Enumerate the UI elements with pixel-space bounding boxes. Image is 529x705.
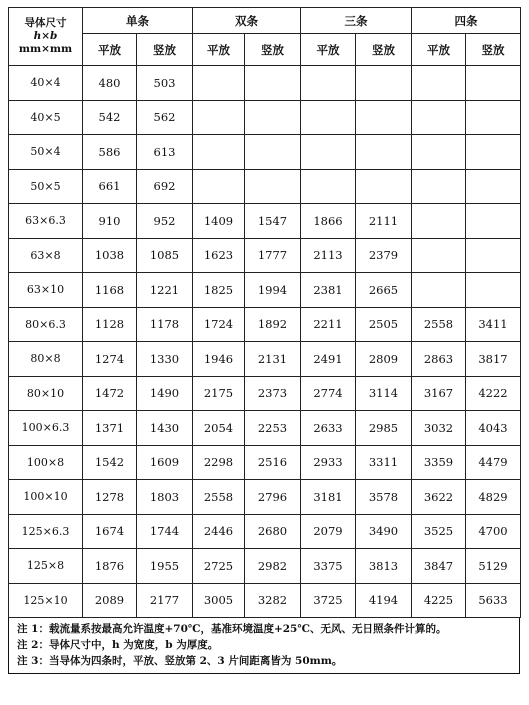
table-cell: 692 <box>137 169 193 204</box>
table-cell: 1744 <box>137 514 193 549</box>
group-header-single: 单条 <box>83 8 193 34</box>
table-cell <box>356 169 412 204</box>
table-cell: 4043 <box>466 411 521 446</box>
table-cell: 2505 <box>356 307 412 342</box>
table-cell <box>356 66 412 101</box>
row-size-label: 100×6.3 <box>9 411 83 446</box>
table-cell <box>301 135 356 170</box>
table-cell <box>301 100 356 135</box>
table-cell: 952 <box>137 204 193 239</box>
table-row <box>9 445 521 480</box>
table-cell: 3847 <box>412 549 466 584</box>
table-cell: 4194 <box>356 583 412 618</box>
table-cell: 1623 <box>193 238 245 273</box>
table-cell: 1472 <box>83 376 137 411</box>
corner-line: mm×mm <box>18 43 73 55</box>
table-cell: 1168 <box>83 273 137 308</box>
table-cell <box>301 169 356 204</box>
table-cell: 1674 <box>83 514 137 549</box>
table-cell: 1946 <box>193 342 245 377</box>
table-cell: 503 <box>137 66 193 101</box>
table-cell <box>412 169 466 204</box>
table-cell: 4225 <box>412 583 466 618</box>
table-cell: 2982 <box>245 549 301 584</box>
table-cell: 2933 <box>301 445 356 480</box>
table-cell: 4479 <box>466 445 521 480</box>
table-cell: 1274 <box>83 342 137 377</box>
table-cell: 2680 <box>245 514 301 549</box>
table-cell: 3311 <box>356 445 412 480</box>
table-cell: 2516 <box>245 445 301 480</box>
table-cell: 542 <box>83 100 137 135</box>
table-cell: 3005 <box>193 583 245 618</box>
table-cell: 3817 <box>466 342 521 377</box>
row-size-label: 80×6.3 <box>9 307 83 342</box>
table-cell: 3375 <box>301 549 356 584</box>
row-size-label: 125×10 <box>9 583 83 618</box>
table-cell: 1876 <box>83 549 137 584</box>
table-cell: 1371 <box>83 411 137 446</box>
column-header-size <box>9 8 83 66</box>
table-cell <box>193 100 245 135</box>
table-cell: 1430 <box>137 411 193 446</box>
table-cell <box>412 135 466 170</box>
table-cell: 5129 <box>466 549 521 584</box>
table-cell: 2863 <box>412 342 466 377</box>
group-header-triple: 三条 <box>301 8 412 34</box>
table-cell <box>412 204 466 239</box>
table-cell: 2633 <box>301 411 356 446</box>
table-row <box>9 376 521 411</box>
table-cell: 2446 <box>193 514 245 549</box>
row-size-label: 80×10 <box>9 376 83 411</box>
table-row <box>9 307 521 342</box>
table-cell <box>245 100 301 135</box>
table-row <box>9 135 521 170</box>
table-cell: 1038 <box>83 238 137 273</box>
table-cell: 4222 <box>466 376 521 411</box>
table-cell <box>412 238 466 273</box>
table-cell: 2054 <box>193 411 245 446</box>
subheader-flat: 平放 <box>301 34 356 66</box>
subheader-flat: 平放 <box>412 34 466 66</box>
row-size-label: 63×10 <box>9 273 83 308</box>
table-row <box>9 204 521 239</box>
table-cell: 1609 <box>137 445 193 480</box>
table-cell: 1178 <box>137 307 193 342</box>
table-cell: 2079 <box>301 514 356 549</box>
table-cell: 2558 <box>412 307 466 342</box>
table-cell: 2491 <box>301 342 356 377</box>
subheader-vertical: 竖放 <box>466 34 521 66</box>
table-cell: 1542 <box>83 445 137 480</box>
table-cell <box>193 169 245 204</box>
table-cell <box>193 135 245 170</box>
table-cell: 1866 <box>301 204 356 239</box>
table-cell <box>466 100 521 135</box>
table-cell <box>412 66 466 101</box>
subheader-row <box>9 34 521 66</box>
row-size-label: 100×8 <box>9 445 83 480</box>
table-cell: 3359 <box>412 445 466 480</box>
table-cell: 1221 <box>137 273 193 308</box>
table-cell: 3411 <box>466 307 521 342</box>
table-cell: 2111 <box>356 204 412 239</box>
table-row <box>9 238 521 273</box>
table-cell: 1490 <box>137 376 193 411</box>
table-cell: 2253 <box>245 411 301 446</box>
table-cell: 2809 <box>356 342 412 377</box>
table-row <box>9 411 521 446</box>
table-cell: 3813 <box>356 549 412 584</box>
table-cell: 1278 <box>83 480 137 515</box>
table-cell: 3181 <box>301 480 356 515</box>
subheader-flat: 平放 <box>193 34 245 66</box>
row-size-label: 50×4 <box>9 135 83 170</box>
table-cell: 2796 <box>245 480 301 515</box>
table-cell: 2379 <box>356 238 412 273</box>
table-cell: 1409 <box>193 204 245 239</box>
table-cell <box>301 66 356 101</box>
row-size-label: 63×6.3 <box>9 204 83 239</box>
table-cell: 2558 <box>193 480 245 515</box>
table-cell <box>245 169 301 204</box>
table-cell: 4700 <box>466 514 521 549</box>
ampacity-document <box>8 7 520 674</box>
table-cell: 2381 <box>301 273 356 308</box>
table-cell <box>466 273 521 308</box>
table-cell <box>466 169 521 204</box>
table-cell <box>466 135 521 170</box>
table-cell: 910 <box>83 204 137 239</box>
table-cell: 1803 <box>137 480 193 515</box>
corner-line: h×b <box>33 30 58 42</box>
table-cell <box>466 66 521 101</box>
table-cell: 2665 <box>356 273 412 308</box>
table-cell: 613 <box>137 135 193 170</box>
table-row <box>9 100 521 135</box>
table-cell <box>193 66 245 101</box>
table-cell: 562 <box>137 100 193 135</box>
table-cell <box>412 273 466 308</box>
table-cell: 1128 <box>83 307 137 342</box>
table-cell: 2131 <box>245 342 301 377</box>
table-cell: 1085 <box>137 238 193 273</box>
table-cell: 4829 <box>466 480 521 515</box>
table-cell: 2298 <box>193 445 245 480</box>
table-cell: 5633 <box>466 583 521 618</box>
table-cell: 2089 <box>83 583 137 618</box>
group-header-double: 双条 <box>193 8 301 34</box>
table-row <box>9 66 521 101</box>
table-row <box>9 273 521 308</box>
table-cell: 3525 <box>412 514 466 549</box>
row-size-label: 50×5 <box>9 169 83 204</box>
table-cell: 3622 <box>412 480 466 515</box>
table-cell: 3032 <box>412 411 466 446</box>
table-row <box>9 583 521 618</box>
subheader-flat: 平放 <box>83 34 137 66</box>
table-cell: 586 <box>83 135 137 170</box>
table-notes <box>8 618 520 674</box>
table-cell <box>245 66 301 101</box>
subheader-vertical: 竖放 <box>245 34 301 66</box>
row-size-label: 125×8 <box>9 549 83 584</box>
table-cell <box>356 100 412 135</box>
row-size-label: 125×6.3 <box>9 514 83 549</box>
ampacity-table <box>8 7 521 618</box>
table-cell: 3167 <box>412 376 466 411</box>
corner-line: 导体尺寸 <box>24 17 67 29</box>
note-line: 注 3：当导体为四条时，平放、竖放第 2、3 片间距离皆为 50mm。 <box>17 655 343 667</box>
table-cell: 1892 <box>245 307 301 342</box>
row-size-label: 80×8 <box>9 342 83 377</box>
table-cell: 2774 <box>301 376 356 411</box>
table-cell: 1994 <box>245 273 301 308</box>
row-size-label: 100×10 <box>9 480 83 515</box>
table-cell: 2177 <box>137 583 193 618</box>
group-header-quad: 四条 <box>412 8 521 34</box>
note-line: 注 1：载流量系按最高允许温度+70℃，基准环境温度+25℃、无风、无日照条件计算的。 <box>17 623 447 635</box>
table-cell: 3578 <box>356 480 412 515</box>
table-cell: 1955 <box>137 549 193 584</box>
table-row <box>9 169 521 204</box>
table-cell: 3282 <box>245 583 301 618</box>
table-cell: 3725 <box>301 583 356 618</box>
table-cell: 1724 <box>193 307 245 342</box>
note-line: 注 2：导体尺寸中，h 为宽度，b 为厚度。 <box>17 639 219 651</box>
table-cell: 1547 <box>245 204 301 239</box>
row-size-label: 40×5 <box>9 100 83 135</box>
table-body <box>9 66 521 618</box>
table-cell: 2175 <box>193 376 245 411</box>
table-cell <box>412 100 466 135</box>
table-cell: 2725 <box>193 549 245 584</box>
table-cell: 2211 <box>301 307 356 342</box>
table-cell <box>466 238 521 273</box>
table-cell <box>245 135 301 170</box>
subheader-vertical: 竖放 <box>137 34 193 66</box>
table-cell: 2373 <box>245 376 301 411</box>
table-cell: 2985 <box>356 411 412 446</box>
table-cell: 3490 <box>356 514 412 549</box>
table-row <box>9 480 521 515</box>
table-cell: 661 <box>83 169 137 204</box>
row-size-label: 40×4 <box>9 66 83 101</box>
table-cell: 1825 <box>193 273 245 308</box>
table-cell <box>466 204 521 239</box>
table-row <box>9 342 521 377</box>
row-size-label: 63×8 <box>9 238 83 273</box>
table-cell: 480 <box>83 66 137 101</box>
table-cell: 2113 <box>301 238 356 273</box>
table-row <box>9 549 521 584</box>
table-cell: 3114 <box>356 376 412 411</box>
subheader-vertical: 竖放 <box>356 34 412 66</box>
table-row <box>9 514 521 549</box>
table-cell: 1777 <box>245 238 301 273</box>
table-cell: 1330 <box>137 342 193 377</box>
table-cell <box>356 135 412 170</box>
